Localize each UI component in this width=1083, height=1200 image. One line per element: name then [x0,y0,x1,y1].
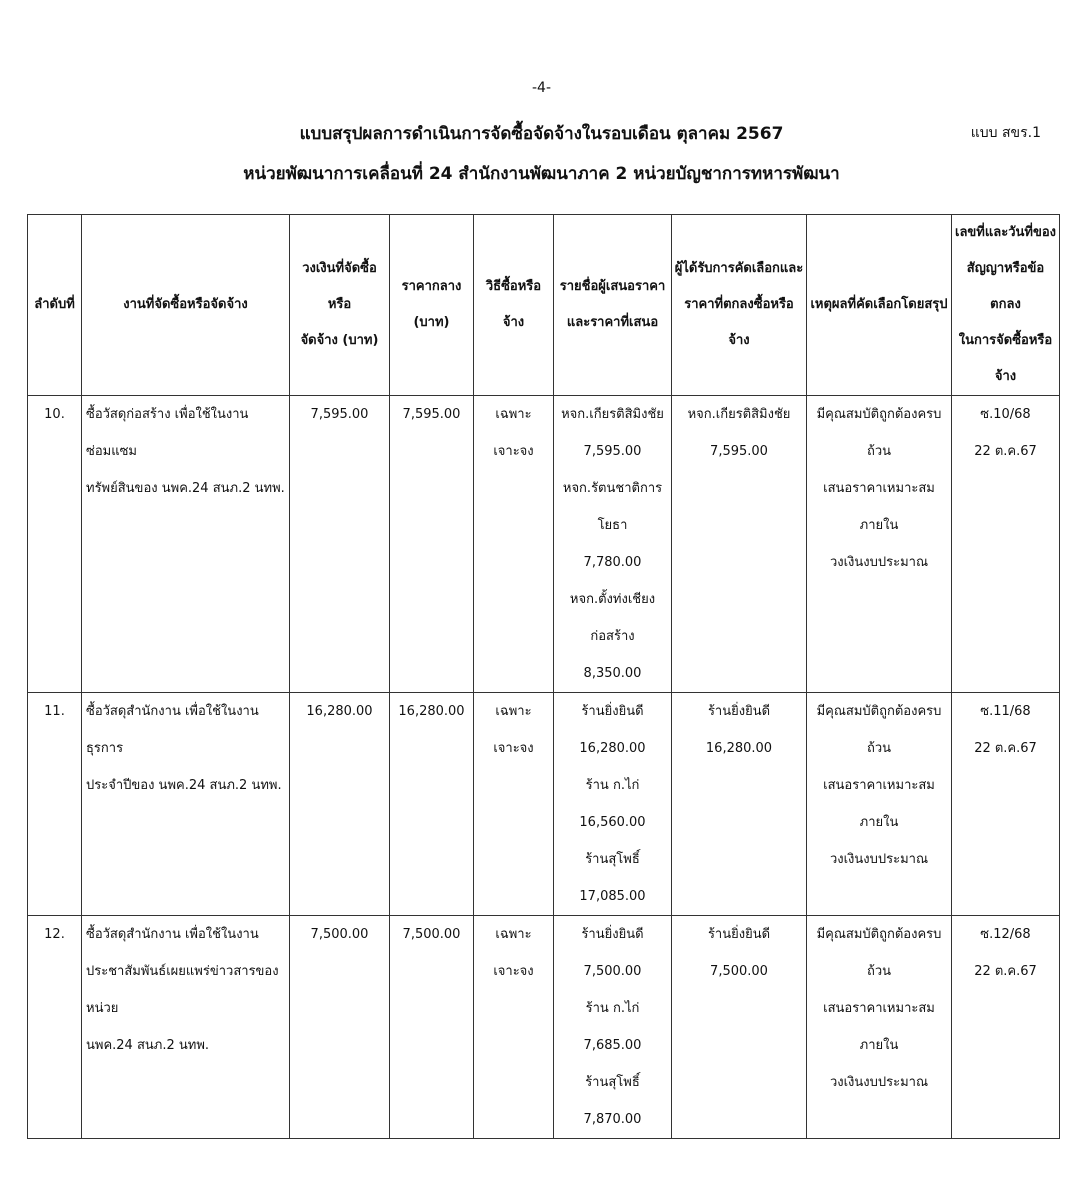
contract-number: ซ.11/68 [980,704,1031,719]
reason-line: วงเงินงบประมาณ [829,852,929,867]
cell-seq: 11. [28,693,82,916]
contract-date: 22 ต.ค.67 [974,444,1037,459]
header-bidders-line: และราคาที่เสนอ [566,315,659,330]
document-subtitle: หน่วยพัฒนาการเคลื่อนที่ 24 สำนักงานพัฒนาภาค 2 หน่วยบัญชาการทหารพัฒนา [243,164,840,184]
cell-item [82,916,290,1139]
reason-line: มีคุณสมบัติถูกต้องครบถ้วน [816,927,942,979]
reason-line: มีคุณสมบัติถูกต้องครบถ้วน [816,407,942,459]
winner-name: ร้านยิ่งยินดี [707,704,771,719]
header-contract [952,215,1060,396]
bidder-name: ร้านยิ่งยินดี [581,704,644,719]
cell-median-price: 16,280.00 [390,693,474,916]
winner-price: 7,500.00 [710,964,768,979]
table-row [28,396,1060,693]
table-row [28,693,1060,916]
item-line: ซื้อวัสดุก่อสร้าง เพื่อใช้ในงานซ่อมแซม [86,407,249,459]
header-bidders [554,215,672,396]
contract-number: ซ.12/68 [980,927,1031,942]
bidder-price: 7,595.00 [583,444,642,459]
cell-seq: 10. [28,396,82,693]
header-median-line: ราคากลาง [401,279,462,294]
header-contract-line: ในการจัดซื้อหรือจ้าง [958,333,1053,384]
contract-date: 22 ต.ค.67 [974,741,1037,756]
bidder-price: 7,870.00 [583,1112,642,1127]
header-budget [290,215,390,396]
winner-price: 7,595.00 [710,444,768,459]
winner-name: ร้านยิ่งยินดี [707,927,771,942]
table-header-row [28,215,1060,396]
header-winner [672,215,807,396]
header-winner-line: ผู้ได้รับการคัดเลือกและ [674,261,804,276]
cell-item [82,693,290,916]
bidder-price: 16,280.00 [579,741,646,756]
table-row [28,916,1060,1139]
reason-line: เสนอราคาเหมาะสมภายใน [823,481,935,533]
cell-reason [807,916,952,1139]
bidder-name: ร้านสุโพธิ์ [585,852,640,867]
bidder-name: ร้านสุโพธิ์ [585,1075,640,1090]
header-bidders-line: รายชื่อผู้เสนอราคา [559,279,666,294]
bidder-price: 17,085.00 [579,889,646,904]
form-code: แบบ สขร.1 [970,125,1041,141]
cell-contract [952,916,1060,1139]
winner-name: หจก.เกียรติสิมิงชัย [687,407,791,422]
header-median-line: (บาท) [413,315,450,330]
cell-contract [952,396,1060,693]
header-contract-line: สัญญาหรือข้อตกลง [966,261,1045,312]
item-line: ประจำปีของ นพค.24 สนภ.2 นทพ. [86,778,282,793]
item-line: นพค.24 สนภ.2 นทพ. [86,1038,210,1053]
reason-line: เสนอราคาเหมาะสมภายใน [823,778,935,830]
cell-median-price: 7,500.00 [390,916,474,1139]
cell-item [82,396,290,693]
reason-line: เสนอราคาเหมาะสมภายใน [823,1001,935,1053]
reason-line: มีคุณสมบัติถูกต้องครบถ้วน [816,704,942,756]
header-contract-line: เลขที่และวันที่ของ [955,225,1056,240]
cell-method: เฉพาะเจาะจง [474,693,554,916]
cell-reason [807,396,952,693]
cell-bidders [554,916,672,1139]
bidder-price: 7,780.00 [583,555,642,570]
cell-seq: 12. [28,916,82,1139]
cell-method: เฉพาะเจาะจง [474,396,554,693]
header-budget-line: วงเงินที่จัดซื้อหรือ [302,261,377,312]
cell-bidders [554,693,672,916]
contract-date: 22 ต.ค.67 [974,964,1037,979]
item-line: ประชาสัมพันธ์เผยแพร่ข่าวสารของหน่วย [86,964,279,1016]
contract-number: ซ.10/68 [980,407,1031,422]
header-budget-line: จัดจ้าง (บาท) [300,333,379,348]
header-median-price [390,215,474,396]
header-method: วิธีซื้อหรือจ้าง [474,215,554,396]
cell-winner [672,396,807,693]
header-seq: ลำดับที่ [28,215,82,396]
bidder-price: 8,350.00 [583,666,642,681]
bidder-name: ร้าน ก.ไก่ [585,1001,640,1016]
header-winner-line: ราคาที่ตกลงซื้อหรือจ้าง [684,297,794,348]
bidder-price: 7,685.00 [583,1038,642,1053]
bidder-name: หจก.ตั้งท่งเชียงก่อสร้าง [569,592,656,644]
procurement-summary-table [27,214,1060,1139]
cell-budget: 7,500.00 [290,916,390,1139]
item-line: ซื้อวัสดุสำนักงาน เพื่อใช้ในงานธุรการ [86,704,259,756]
cell-contract [952,693,1060,916]
cell-budget: 16,280.00 [290,693,390,916]
page-number: -4- [531,80,551,96]
item-line: ทรัพย์สินของ นพค.24 สนภ.2 นทพ. [86,481,285,496]
bidder-price: 16,560.00 [579,815,646,830]
reason-line: วงเงินงบประมาณ [829,555,929,570]
bidder-name: ร้าน ก.ไก่ [585,778,640,793]
header-item: งานที่จัดซื้อหรือจัดจ้าง [82,215,290,396]
cell-median-price: 7,595.00 [390,396,474,693]
cell-winner [672,693,807,916]
bidder-name: หจก.เกียรติสิมิงชัย [561,407,664,422]
cell-reason [807,693,952,916]
bidder-name: หจก.รัตนชาติการโยธา [562,481,663,533]
item-line: ซื้อวัสดุสำนักงาน เพื่อใช้ในงาน [86,927,259,942]
winner-price: 16,280.00 [705,741,773,756]
cell-bidders [554,396,672,693]
header-reason: เหตุผลที่คัดเลือกโดยสรุป [807,215,952,396]
bidder-price: 7,500.00 [583,964,642,979]
cell-budget: 7,595.00 [290,396,390,693]
cell-winner [672,916,807,1139]
cell-method: เฉพาะเจาะจง [474,916,554,1139]
document-title: แบบสรุปผลการดำเนินการจัดซื้อจัดจ้างในรอบเดือน ตุลาคม 2567 [299,124,784,144]
bidder-name: ร้านยิ่งยินดี [581,927,644,942]
reason-line: วงเงินงบประมาณ [829,1075,929,1090]
